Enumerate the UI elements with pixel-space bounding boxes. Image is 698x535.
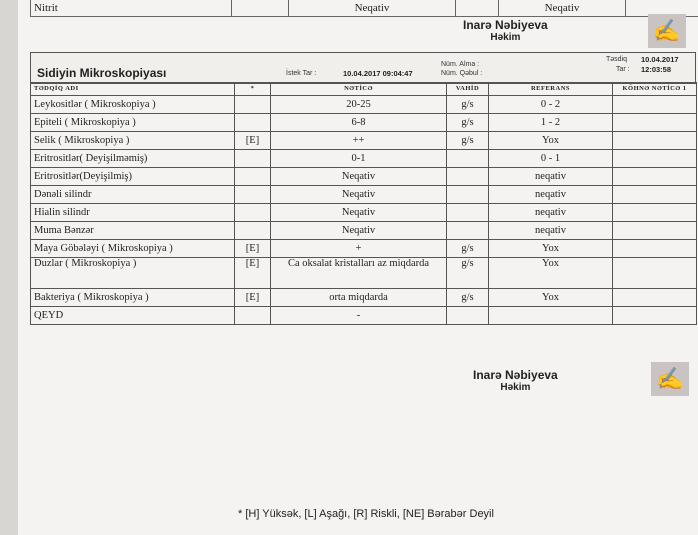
table-row	[31, 258, 697, 289]
flag-cell	[235, 307, 271, 325]
flag-cell	[235, 186, 271, 204]
result-cell: Neqativ	[271, 168, 447, 186]
test-name: Eritrositlər( Deyişilməmiş)	[31, 150, 235, 168]
section-title: Sidiyin Mikroskopiyası	[37, 66, 167, 80]
unit-cell: g/s	[447, 96, 489, 114]
old-result-cell	[613, 289, 697, 307]
test-name: Hialin silindr	[31, 204, 235, 222]
flag-cell	[235, 96, 271, 114]
reference-cell: Yox	[489, 258, 613, 289]
unit-cell	[447, 150, 489, 168]
reference-cell	[489, 307, 613, 325]
unit-cell: g/s	[447, 132, 489, 150]
reference-cell: 1 - 2	[489, 114, 613, 132]
result-cell: Ca oksalat kristalları az miqdarda	[271, 258, 447, 289]
flag-cell	[235, 150, 271, 168]
test-name: Maya Göbələyi ( Mikroskopiya )	[31, 240, 235, 258]
tar-value: 12:03:58	[641, 65, 672, 74]
col-header: NƏTİCƏ	[271, 83, 447, 96]
legend-footnote: * [H] Yüksək, [L] Aşağı, [R] Riskli, [NE] Bərabər Deyil	[238, 508, 494, 520]
test-name: Dənəli silindr	[31, 186, 235, 204]
reference-cell: neqativ	[489, 204, 613, 222]
result-cell: 0-1	[271, 150, 447, 168]
istek-label: İstek Tar :	[286, 70, 317, 77]
test-name: Epiteli ( Mikroskopiya )	[31, 114, 235, 132]
table-row	[31, 150, 697, 168]
doctor-name: Inarə Nəbiyeva	[463, 18, 548, 32]
table-row	[31, 132, 697, 150]
result-cell: orta miqdarda	[271, 289, 447, 307]
result-cell: 6-8	[271, 114, 447, 132]
col-header: TƏDQİQ ADI	[31, 83, 235, 96]
unit-cell: g/s	[447, 114, 489, 132]
doctor-name: Inarə Nəbiyeva	[473, 368, 558, 382]
flag-cell	[235, 204, 271, 222]
reference-cell: neqativ	[489, 168, 613, 186]
old-result-cell	[613, 240, 697, 258]
table-row	[31, 96, 697, 114]
flag-cell	[235, 114, 271, 132]
test-name: Muma Bənzər	[31, 222, 235, 240]
old-result-cell	[613, 258, 697, 289]
signature-stamp-icon: ✍	[651, 362, 689, 396]
result-cell: ++	[271, 132, 447, 150]
table-row	[31, 168, 697, 186]
test-name: Bakteriya ( Mikroskopiya )	[31, 289, 235, 307]
istek-value: 10.04.2017 09:04:47	[343, 69, 413, 78]
old-result-cell	[613, 168, 697, 186]
result-cell: Neqativ	[271, 222, 447, 240]
result-cell: Neqativ	[271, 204, 447, 222]
num-qebul: Nüm. Qəbul :	[441, 70, 483, 77]
table-row	[31, 186, 697, 204]
unit-cell	[447, 222, 489, 240]
flag-cell: [E]	[235, 132, 271, 150]
unit-cell	[447, 204, 489, 222]
doctor-title: Həkim	[490, 32, 521, 43]
unit-cell: g/s	[447, 258, 489, 289]
col-header: VAHİD	[447, 83, 489, 96]
test-name: Duzlar ( Mikroskopiya )	[31, 258, 235, 289]
result-cell: +	[271, 240, 447, 258]
reference-cell: neqativ	[489, 186, 613, 204]
unit-cell: g/s	[447, 240, 489, 258]
doctor-title: Həkim	[500, 382, 531, 393]
table-row	[31, 307, 697, 325]
reference-cell: 0 - 1	[489, 150, 613, 168]
signature-top	[463, 18, 548, 43]
unit-cell	[447, 168, 489, 186]
table-row	[31, 114, 697, 132]
result-cell: Neqativ	[271, 186, 447, 204]
tesdiq-label: Təsdiq	[606, 56, 628, 63]
report-paper	[18, 0, 698, 535]
col-header: *	[235, 83, 271, 96]
reference-cell: neqativ	[489, 222, 613, 240]
table-row	[31, 289, 697, 307]
flag-cell	[235, 222, 271, 240]
flag-cell: [E]	[235, 289, 271, 307]
signature-stamp-icon: ✍	[648, 14, 686, 48]
col-header: KÖHNƏ NƏTİCƏ 1	[613, 83, 697, 96]
nitrit-reference: Neqativ	[499, 0, 626, 16]
nitrit-row	[30, 0, 698, 17]
old-result-cell	[613, 114, 697, 132]
reference-cell: Yox	[489, 289, 613, 307]
old-result-cell	[613, 186, 697, 204]
test-name: Leykositlər ( Mikroskopiya )	[31, 96, 235, 114]
reference-cell: Yox	[489, 240, 613, 258]
test-name: QEYD	[31, 307, 235, 325]
section-header	[30, 52, 696, 84]
old-result-cell	[613, 307, 697, 325]
result-cell: -	[271, 307, 447, 325]
flag-cell	[235, 168, 271, 186]
unit-cell	[447, 186, 489, 204]
old-result-cell	[613, 222, 697, 240]
table-row	[31, 222, 697, 240]
num-alma: Nüm. Alma :	[441, 61, 480, 68]
tar-label: Tar :	[616, 66, 630, 73]
table-row	[31, 204, 697, 222]
col-header: REFERANS	[489, 83, 613, 96]
result-cell: 20-25	[271, 96, 447, 114]
nitrit-result: Neqativ	[289, 0, 456, 16]
old-result-cell	[613, 204, 697, 222]
old-result-cell	[613, 96, 697, 114]
unit-cell: g/s	[447, 289, 489, 307]
test-name: Eritrositlər(Deyişilmiş)	[31, 168, 235, 186]
signature-bottom	[473, 368, 558, 393]
old-result-cell	[613, 150, 697, 168]
tesdiq-value: 10.04.2017	[641, 55, 679, 64]
flag-cell: [E]	[235, 258, 271, 289]
results-table	[30, 82, 697, 325]
reference-cell: 0 - 2	[489, 96, 613, 114]
nitrit-label: Nitrit	[31, 0, 232, 16]
flag-cell: [E]	[235, 240, 271, 258]
old-result-cell	[613, 132, 697, 150]
table-row	[31, 240, 697, 258]
table-header-row	[31, 83, 697, 96]
unit-cell	[447, 307, 489, 325]
test-name: Selik ( Mikroskopiya )	[31, 132, 235, 150]
reference-cell: Yox	[489, 132, 613, 150]
